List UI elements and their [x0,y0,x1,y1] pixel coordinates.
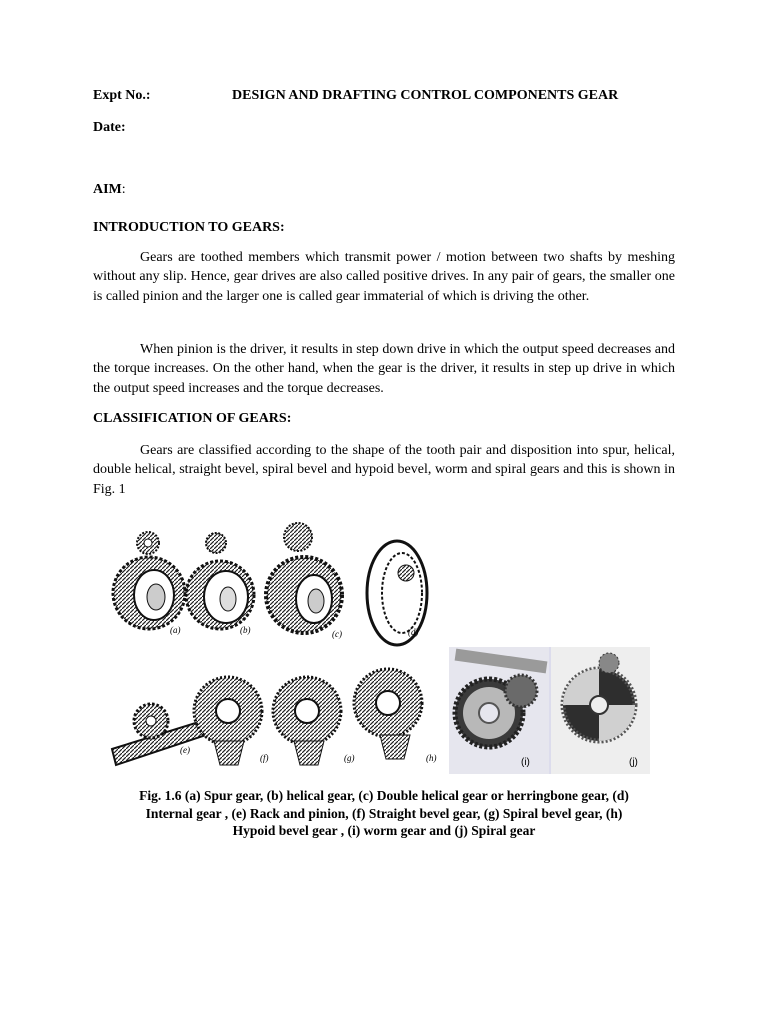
figure-label-d: (d) [408,627,419,637]
helical-gear-drawing [186,533,254,629]
figure-label-g: (g) [344,753,355,763]
intro-paragraph-2: When pinion is the driver, it results in step down drive in which the output speed decreases and the torque increases. On the other hand, when the gear is the driver, it results in step up drive in which the output speed increases and the torque decreases. [93,342,675,396]
figure-label-e: (e) [180,745,190,755]
rack-and-pinion-drawing [112,704,206,765]
spur-gear-drawing [113,532,185,629]
hypoid-bevel-gear-drawing [354,669,422,759]
figure-label-b: (b) [240,625,251,635]
expt-label: Expt No.: [93,88,151,103]
figure-label-c: (c) [332,629,342,639]
gear-photos-figure [449,647,650,774]
double-helical-gear-drawing [266,523,342,633]
figure-label-i: (i) [521,757,530,768]
figure-caption [93,787,675,840]
classification-heading: CLASSIFICATION OF GEARS: [93,411,292,426]
figure-label-j: (j) [629,757,638,768]
caption-line-3: Hypoid bevel gear , (i) worm gear and (j) Spiral gear [232,823,536,838]
intro-paragraph-1: Gears are toothed members which transmit power / motion between two shafts by meshing without any slip. Hence, gear drives are also called positive drives. In any pair of gears, the smaller one is called pinion and the larger one is called gear immaterial of which is driving the other. [93,250,675,304]
figure-label-h: (h) [426,753,437,763]
figure-label-a: (a) [170,625,181,635]
straight-bevel-gear-drawing [194,677,262,765]
figure-label-f: (f) [260,753,269,763]
classification-paragraph: Gears are classified according to the shape of the tooth pair and disposition into spur, helical, double helical, straight bevel, spiral bevel and hypoid bevel, worm and spiral gears and this is shown in Fig. 1 [93,443,675,497]
document-title: DESIGN AND DRAFTING CONTROL COMPONENTS GEAR [232,88,619,103]
aim-label [93,182,126,198]
spiral-gear-photo [551,647,650,774]
aim-colon: : [121,182,126,197]
gear-drawings-figure [94,513,442,775]
intro-heading: INTRODUCTION TO GEARS: [93,220,285,235]
aim-text: AIM [93,182,122,197]
spiral-bevel-gear-drawing [273,677,341,765]
caption-line-2: Internal gear , (e) Rack and pinion, (f) Straight bevel gear, (g) Spiral bevel gear, (h) [145,805,623,821]
date-label: Date: [93,120,126,135]
caption-line-1: Fig. 1.6 (a) Spur gear, (b) helical gear, (c) Double helical gear or herringbone gear, (d) [139,788,629,803]
